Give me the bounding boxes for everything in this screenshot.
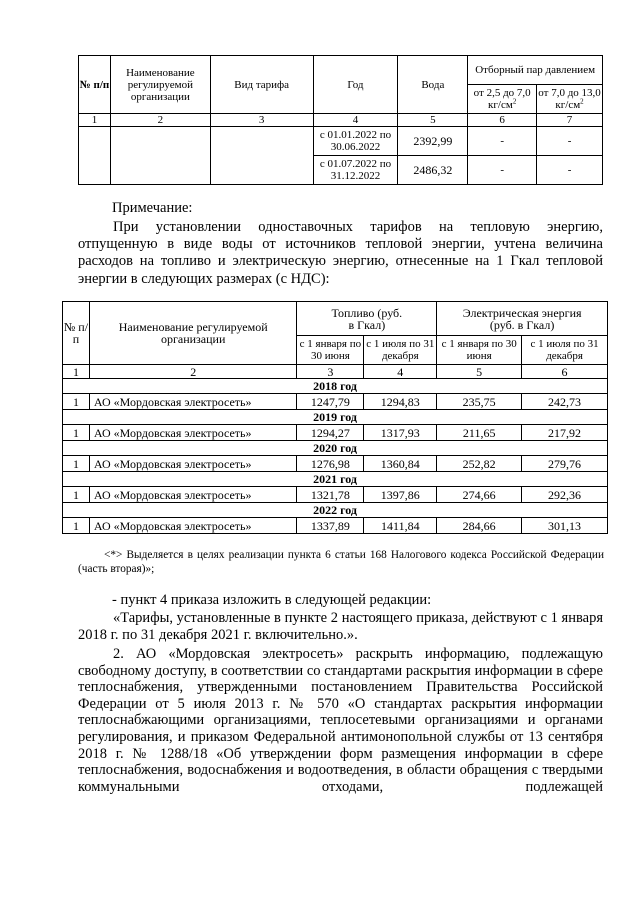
- water-value: 2392,99: [398, 127, 468, 156]
- year-heading: 2022 год: [63, 503, 608, 518]
- value-cell: 1337,89: [297, 518, 364, 534]
- year-heading: 2019 год: [63, 410, 608, 425]
- row-num: 1: [63, 518, 90, 534]
- tariffs-paragraph: «Тарифы, установленные в пункте 2 настоящего приказа, действуют с 1 января 2018 г. по 31 декабря 2021 г. включительно.».: [78, 610, 603, 643]
- steam1-value: -: [468, 127, 537, 156]
- header-year: Год: [313, 56, 398, 114]
- value-cell: 1247,79: [297, 394, 364, 410]
- year-heading: 2020 год: [63, 441, 608, 456]
- tariff-table: [78, 55, 603, 185]
- table-row: [63, 394, 608, 410]
- colnum: 6: [522, 365, 608, 379]
- header-water: Вода: [398, 56, 468, 114]
- header-steam-low: от 2,5 до 7,0 $кг/см^2$: [468, 85, 537, 114]
- header-steam-high: от 7,0 до 13,0 $кг/см^2$: [537, 85, 603, 114]
- org-name: АО «Мордовская электросеть»: [89, 487, 297, 503]
- colnum: 4: [313, 114, 398, 127]
- section-2-paragraph: 2. АО «Мордовская электросеть» раскрыть информацию, подлежащую свободному доступу, в соответствии со стандартами раскрытия информации в сфере теплоснабжения, утвержденными постановлением Правительства Российской Федерации от 5 июля 2013 г. № 570 «О стандартах раскрытия информации теплоснабжающими организациями, теплосетевыми организациями и органами регулирования, и приказом Федеральной антимонопольной службы от 13 сентября 2018 г. № 1288/18 «Об утверждении форм размещения информации в сфере теплоснабжения, водоснабжения и водоотведения, в области обращения с твердыми коммунальными отходами, подлежащей: [78, 646, 603, 795]
- row-num: 1: [63, 394, 90, 410]
- footnote: <*> Выделяется в целях реализации пункта 6 статьи 168 Налогового кодекса Российской Федерации (часть вторая)»;: [78, 549, 604, 575]
- note-text: При установлении одноставочных тарифов на тепловую энергию, отпущенную в виде воды от источников тепловой энергии, учтена величина расходов на топливо и электрическую энергию, отнесенные на 1 Гкал тепловой энергии в следующих размерах (с НДС):: [78, 219, 603, 287]
- costs-table: [62, 301, 608, 534]
- empty-cell: [210, 127, 313, 185]
- steam2-value: -: [537, 156, 603, 185]
- value-cell: 211,65: [437, 425, 522, 441]
- empty-cell: [79, 127, 111, 185]
- table-row: [63, 487, 608, 503]
- table-row: [63, 518, 608, 534]
- value-cell: 1411,84: [364, 518, 437, 534]
- value-cell: 1294,27: [297, 425, 364, 441]
- value-cell: 242,73: [522, 394, 608, 410]
- empty-cell: [110, 127, 210, 185]
- value-cell: 1294,83: [364, 394, 437, 410]
- period-cell: с 01.07.2022 по 31.12.2022: [313, 156, 398, 185]
- value-cell: 292,36: [522, 487, 608, 503]
- header-period: с 1 июля по 31 декабря: [522, 336, 608, 365]
- colnum: 3: [210, 114, 313, 127]
- row-num: 1: [63, 456, 90, 472]
- value-cell: 274,66: [437, 487, 522, 503]
- item4-paragraph: - пункт 4 приказа изложить в следующей редакции:: [112, 592, 432, 608]
- steam2-value: -: [537, 127, 603, 156]
- header-electric: Электрическая энергия (руб. в Гкал): [437, 302, 608, 336]
- header-period: с 1 января по 30 июня: [437, 336, 522, 365]
- header-period: с 1 января по 30 июня: [297, 336, 364, 365]
- value-cell: 1321,78: [297, 487, 364, 503]
- value-cell: 217,92: [522, 425, 608, 441]
- header-org: Наименование регулируемой организации: [110, 56, 210, 114]
- note-title: Примечание:: [112, 200, 193, 216]
- value-cell: 279,76: [522, 456, 608, 472]
- header-fuel: Топливо (руб. в Гкал): [297, 302, 437, 336]
- org-name: АО «Мордовская электросеть»: [89, 425, 297, 441]
- colnum: 2: [110, 114, 210, 127]
- header-num: № п/п: [63, 302, 90, 365]
- year-heading: 2021 год: [63, 472, 608, 487]
- colnum: 5: [398, 114, 468, 127]
- colnum: 6: [468, 114, 537, 127]
- value-cell: 1360,84: [364, 456, 437, 472]
- colnum: 5: [437, 365, 522, 379]
- value-cell: 1317,93: [364, 425, 437, 441]
- table-row: [63, 456, 608, 472]
- steam1-value: -: [468, 156, 537, 185]
- water-value: 2486,32: [398, 156, 468, 185]
- colnum: 1: [63, 365, 90, 379]
- header-period: с 1 июля по 31 декабря: [364, 336, 437, 365]
- colnum: 3: [297, 365, 364, 379]
- row-num: 1: [63, 487, 90, 503]
- colnum: 7: [537, 114, 603, 127]
- year-heading: 2018 год: [63, 379, 608, 394]
- period-cell: с 01.01.2022 по 30.06.2022: [313, 127, 398, 156]
- row-num: 1: [63, 425, 90, 441]
- value-cell: 235,75: [437, 394, 522, 410]
- header-org: Наименование регулируемой организации: [89, 302, 297, 365]
- value-cell: 1276,98: [297, 456, 364, 472]
- colnum: 1: [79, 114, 111, 127]
- header-tariff-type: Вид тарифа: [210, 56, 313, 114]
- value-cell: 284,66: [437, 518, 522, 534]
- header-steam: Отборный пар давлением: [468, 56, 603, 85]
- org-name: АО «Мордовская электросеть»: [89, 518, 297, 534]
- colnum: 4: [364, 365, 437, 379]
- value-cell: 252,82: [437, 456, 522, 472]
- org-name: АО «Мордовская электросеть»: [89, 456, 297, 472]
- table-row: [63, 425, 608, 441]
- table-row: [79, 127, 603, 156]
- colnum: 2: [89, 365, 297, 379]
- value-cell: 1397,86: [364, 487, 437, 503]
- value-cell: 301,13: [522, 518, 608, 534]
- header-num: № п/п: [79, 56, 111, 114]
- org-name: АО «Мордовская электросеть»: [89, 394, 297, 410]
